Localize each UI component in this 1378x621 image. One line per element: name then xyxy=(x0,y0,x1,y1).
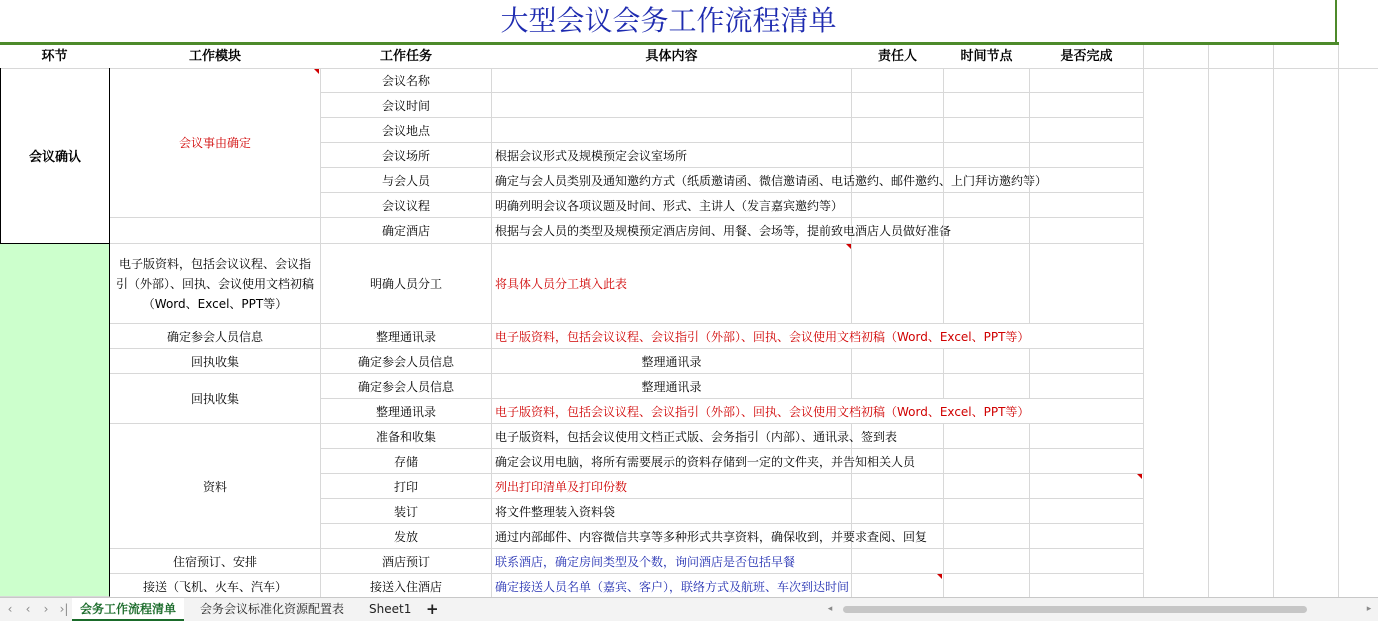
task-cell[interactable]: 会议时间 xyxy=(321,93,492,118)
time-cell[interactable] xyxy=(944,374,1030,399)
content-cell[interactable] xyxy=(492,93,852,118)
task-cell[interactable]: 会议场所 xyxy=(321,143,492,168)
task-cell[interactable]: 明确人员分工 xyxy=(321,244,492,324)
module-label: 电子版资料，包括会议议程、会议指引（外部）、回执、会议使用文档初稿（Word、Excel、PPT等） xyxy=(115,256,314,311)
module-cell[interactable] xyxy=(110,424,321,549)
task-cell[interactable]: 会议议程 xyxy=(321,193,492,218)
module-label: 会议事由确定 xyxy=(178,136,251,150)
done-cell[interactable] xyxy=(1030,424,1144,449)
module-cell[interactable] xyxy=(110,244,321,324)
header-module[interactable]: 工作模块 xyxy=(188,49,241,64)
done-cell[interactable] xyxy=(1030,218,1144,244)
owner-cell[interactable] xyxy=(852,349,944,374)
nav-next-glyph: › xyxy=(43,602,49,616)
content-cell[interactable]: 确定会议用电脑，将所有需要展示的资料存储到一定的文件夹，并告知相关人员 xyxy=(492,449,852,474)
module-label: 回执收集 xyxy=(190,354,239,369)
content-cell[interactable]: 根据与会人员的类型及规模预定酒店房间、用餐、会场等，提前致电酒店人员做好准备 xyxy=(492,218,852,244)
time-cell[interactable] xyxy=(944,499,1030,524)
time-cell[interactable] xyxy=(944,449,1030,474)
header-content[interactable]: 具体内容 xyxy=(645,49,698,64)
module-cell[interactable] xyxy=(110,68,321,218)
task-cell[interactable]: 接送入住酒店 xyxy=(321,574,492,599)
owner-cell[interactable] xyxy=(852,244,944,324)
content-cell[interactable]: 电子版资料，包括会议议程、会议指引（外部）、回执、会议使用文档初稿（Word、Excel、PPT等） xyxy=(492,399,1144,424)
content-cell[interactable]: 确定与会人员类别及通知邀约方式（纸质邀请函、微信邀请函、电话邀约、邮件邀约、上门拜访邀约等） xyxy=(492,168,852,193)
grid-line xyxy=(1208,45,1209,597)
module-cell[interactable] xyxy=(110,324,321,349)
nav-first-glyph: ‹ xyxy=(7,602,13,616)
last-sheet-button[interactable] xyxy=(54,601,74,617)
owner-cell[interactable] xyxy=(852,168,944,193)
time-cell[interactable] xyxy=(944,549,1030,574)
owner-cell[interactable] xyxy=(852,374,944,399)
done-cell[interactable] xyxy=(1030,118,1144,143)
content-cell[interactable]: 将文件整理装入资料袋 xyxy=(492,499,852,524)
done-cell[interactable] xyxy=(1030,374,1144,399)
done-cell[interactable] xyxy=(1030,244,1144,324)
task-cell[interactable]: 打印 xyxy=(321,474,492,499)
scroll-right-icon[interactable]: ▸ xyxy=(1366,604,1372,614)
module-label: 确定参会人员信息 xyxy=(166,329,263,344)
done-cell[interactable] xyxy=(1030,93,1144,118)
comment-marker[interactable] xyxy=(846,244,851,249)
owner-cell[interactable] xyxy=(852,193,944,218)
content-cell[interactable] xyxy=(492,68,852,93)
done-cell[interactable] xyxy=(1030,549,1144,574)
content-cell[interactable]: 通过内部邮件、内容微信共享等多种形式共享资料，确保收到，并要求查阅、回复 xyxy=(492,524,852,549)
task-cell[interactable]: 与会人员 xyxy=(321,168,492,193)
tab-sheet1[interactable]: Sheet1 xyxy=(369,602,412,616)
scroll-thumb[interactable] xyxy=(843,606,1307,613)
owner-cell[interactable] xyxy=(852,218,944,244)
owner-cell[interactable] xyxy=(852,574,944,599)
tab-resource-config[interactable]: 会务会议标准化资源配置表 xyxy=(200,602,345,616)
task-cell[interactable]: 准备和收集 xyxy=(321,424,492,449)
stage-label: 会议确认 xyxy=(28,150,81,165)
task-cell[interactable]: 发放 xyxy=(321,524,492,549)
time-cell[interactable] xyxy=(944,68,1030,93)
task-cell[interactable]: 装订 xyxy=(321,499,492,524)
time-cell[interactable] xyxy=(944,93,1030,118)
header-owner[interactable]: 责任人 xyxy=(877,49,917,64)
comment-marker[interactable] xyxy=(314,69,319,74)
task-cell[interactable]: 会议名称 xyxy=(321,68,492,93)
content-cell[interactable]: 确定接送人员名单（嘉宾、客户），联络方式及航班、车次到达时间 xyxy=(492,574,852,599)
content-cell[interactable]: 电子版资料，包括会议议程、会议指引（外部）、回执、会议使用文档初稿（Word、Excel、PPT等） xyxy=(492,324,1144,349)
stage-blank-green[interactable] xyxy=(0,244,110,597)
nav-prev-glyph: ‹ xyxy=(25,602,31,616)
content-cell[interactable]: 根据会议形式及规模预定会议室场所 xyxy=(492,143,852,168)
content-cell[interactable]: 明确列明会议各项议题及时间、形式、主讲人（发言嘉宾邀约等） xyxy=(492,193,852,218)
owner-cell[interactable] xyxy=(852,143,944,168)
done-cell[interactable] xyxy=(1030,474,1144,499)
task-cell[interactable]: 整理通讯录 xyxy=(321,399,492,424)
grid-line xyxy=(1338,45,1339,597)
done-cell[interactable] xyxy=(1030,349,1144,374)
spreadsheet-grid[interactable] xyxy=(0,45,1378,597)
time-cell[interactable] xyxy=(944,218,1030,244)
time-cell[interactable] xyxy=(944,424,1030,449)
content-cell[interactable] xyxy=(492,118,852,143)
time-cell[interactable] xyxy=(944,244,1030,324)
task-cell[interactable]: 整理通讯录 xyxy=(321,324,492,349)
module-label: 住宿预订、安排 xyxy=(172,554,257,569)
owner-cell[interactable] xyxy=(852,474,944,499)
next-sheet-button[interactable] xyxy=(38,601,54,617)
grid-line xyxy=(1273,45,1274,597)
tab-workflow-list[interactable]: 会务工作流程清单 xyxy=(72,598,184,621)
done-cell[interactable] xyxy=(1030,68,1144,93)
task-cell[interactable]: 酒店预订 xyxy=(321,549,492,574)
task-cell[interactable]: 确定参会人员信息 xyxy=(321,374,492,399)
done-cell[interactable] xyxy=(1030,524,1144,549)
done-cell[interactable] xyxy=(1030,574,1144,599)
owner-cell[interactable] xyxy=(852,524,944,549)
owner-cell[interactable] xyxy=(852,68,944,93)
nav-last-glyph: ›| xyxy=(59,602,69,616)
task-cell[interactable]: 确定参会人员信息 xyxy=(321,349,492,374)
task-cell[interactable]: 会议地点 xyxy=(321,118,492,143)
time-cell[interactable] xyxy=(944,168,1030,193)
scroll-left-icon[interactable]: ◂ xyxy=(827,604,833,614)
module-cell[interactable] xyxy=(110,574,321,599)
header-task[interactable]: 工作任务 xyxy=(379,49,432,64)
first-sheet-button[interactable] xyxy=(2,601,18,617)
owner-cell[interactable] xyxy=(852,549,944,574)
done-cell[interactable] xyxy=(1030,168,1144,193)
done-cell[interactable] xyxy=(1030,449,1144,474)
time-cell[interactable] xyxy=(944,349,1030,374)
content-cell[interactable]: 将具体人员分工填入此表 xyxy=(492,244,852,324)
title-cell[interactable] xyxy=(0,0,1337,42)
prev-sheet-button[interactable] xyxy=(20,601,36,617)
content-cell[interactable]: 列出打印清单及打印份数 xyxy=(492,474,852,499)
comment-marker[interactable] xyxy=(1137,474,1142,479)
owner-cell[interactable] xyxy=(852,449,944,474)
content-cell[interactable]: 整理通讯录 xyxy=(492,374,852,399)
content-cell[interactable]: 电子版资料，包括会议使用文档正式版、会务指引（内部）、通讯录、签到表 xyxy=(492,424,852,449)
content-cell[interactable]: 整理通讯录 xyxy=(492,349,852,374)
owner-cell[interactable] xyxy=(852,118,944,143)
module-label: 资料 xyxy=(202,479,227,494)
sheet-tab-bar xyxy=(0,597,1378,621)
header-time[interactable]: 时间节点 xyxy=(960,49,1013,64)
time-cell[interactable] xyxy=(944,474,1030,499)
sheet-title: 大型会议会务工作流程清单 xyxy=(500,4,837,37)
module-cell[interactable] xyxy=(110,218,321,244)
header-stage[interactable]: 环节 xyxy=(41,49,68,64)
owner-cell[interactable] xyxy=(852,499,944,524)
time-cell[interactable] xyxy=(944,143,1030,168)
comment-marker[interactable] xyxy=(937,574,942,579)
done-cell[interactable] xyxy=(1030,193,1144,218)
module-label: 接送（飞机、火车、汽车） xyxy=(142,579,287,594)
content-cell[interactable]: 联系酒店，确定房间类型及个数，询问酒店是否包括早餐 xyxy=(492,549,852,574)
stage-meeting-confirm[interactable] xyxy=(0,68,110,244)
horizontal-scrollbar[interactable] xyxy=(835,602,1365,616)
done-cell[interactable] xyxy=(1030,499,1144,524)
module-cell[interactable] xyxy=(110,349,321,374)
time-cell[interactable] xyxy=(944,118,1030,143)
module-label: 回执收集 xyxy=(190,392,239,406)
header-done[interactable]: 是否完成 xyxy=(1060,49,1113,64)
task-cell[interactable]: 存储 xyxy=(321,449,492,474)
done-cell[interactable] xyxy=(1030,143,1144,168)
module-cell[interactable] xyxy=(110,549,321,574)
add-sheet-button[interactable]: + xyxy=(426,600,439,618)
time-cell[interactable] xyxy=(944,193,1030,218)
owner-cell[interactable] xyxy=(852,93,944,118)
task-cell[interactable]: 确定酒店 xyxy=(321,218,492,244)
time-cell[interactable] xyxy=(944,574,1030,599)
owner-cell[interactable] xyxy=(852,424,944,449)
module-cell[interactable] xyxy=(110,374,321,424)
time-cell[interactable] xyxy=(944,524,1030,549)
